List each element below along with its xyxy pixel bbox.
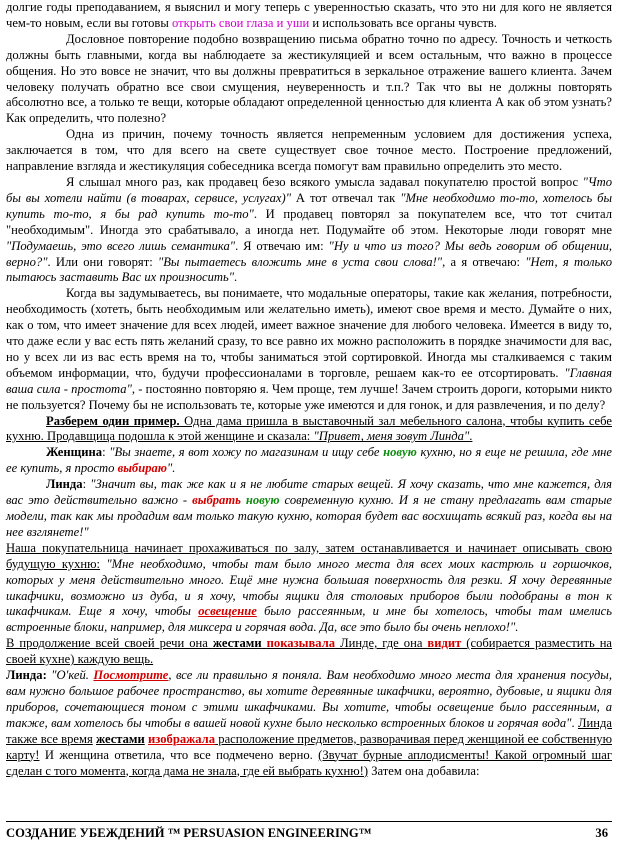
highlight-magenta: открыть свои глаза и уши — [171, 15, 310, 30]
paragraph-5: Когда вы задумываетесь, вы понимаете, что модальные операторы, такие как желания, потребности, необходимость (хотеть, быть необходимым или желательно иметь), имеют свое время и место. Думайте о них, как о том, что имеет значение для всех людей, имеет важное значение для любого человека. Имеется в виду то, что даже если у вас есть пять желаний сразу, то все равно их можно расположить в порядке значимости для вас, но у всех ли из вас есть время на то, чтобы заниматься этой сортировкой. Иногда мы сталкиваемся с таким объемом информации, что, будучи профессионалами в торговле, решаем как-то ее отсортировать. "Главная ваша сила - простота", - постоянно повторяю я. Чем проще, тем лучше! Зачем строить дороги, которыми никто не пользуется? Почему бы не использовать те, которые уже имеются и для гонок, и для развлечения, и по делу? — [6, 286, 613, 412]
speaker-label: Женщина — [46, 445, 103, 460]
page-number: 36 — [595, 826, 608, 840]
quote: "Мне необходимо то-то, хотелось бы купить то-то, я бы рад купить то-то" — [6, 190, 613, 221]
quote: "Привет, меня зовут Линда" — [313, 429, 470, 444]
highlight-red: выбрать — [192, 493, 241, 508]
paragraph-4: Я слышал много раз, как продавец безо всякого умысла задавал покупателю простой вопрос "Что бы вы хотели найти (в товарах, сервисе, услугах)" А тот отвечал так "Мне необходимо то-то, хотелось бы купить то-то, я бы рад купить то-то". И продавец повторял за покупателем все, что тот считал "необходимым". Иногда это срабатывало, а иногда нет. Подумайте об этом. Некоторые люди говорят мне "Подумаешь, это всего лишь семантика". Я отвечаю им: "Ну и что из того? Мы ведь говорим об общении, верно?". Или они говорят: "Вы пытаетесь вложить мне в уста свои слова!", а я отвечаю: "Нет, я только пытаюсь заставить Вас их произносить". — [6, 174, 613, 285]
highlight-green: новую — [245, 493, 280, 508]
paragraph-3: Одна из причин, почему точность является непременным условием для достижения успеха, заключается в том, что для всего на свете существует свое точное место. Построение предложений, направление взгляда и жестикуляция собеседника всегда помогут вам правильно определить это место. — [6, 127, 612, 174]
quote: "Что бы вы хотели найти (в товарах, сервисе, услугах)" — [6, 174, 612, 205]
speaker-label: Линда — [46, 477, 83, 492]
quote: "Подумаешь, это всего лишь семантика" — [6, 238, 236, 253]
paragraph-2: Дословное повторение подобно возвращению письма обратно точно по адресу. Точность и четкость должны быть главными, когда вы наблюдаете за жестикуляцией и всем остальным, что важно в процессе общения. Но это вовсе не значит, что вы должны превратиться в зеркальное отражение вашего клиента. Зачем человеку получать обратно все свои смущения, неуверенность и т.п.? Так что вы не должны повторять абсолютно все, а только те вещи, которые обладают определенной ценностью для клиента А как об этом узнать? Как определить, что полезно? — [6, 31, 612, 126]
paragraph-10: В продолжение всей своей речи она жестами показывала Линде, где она видит (собирается разместить на своей кухне) каждую вещь. — [6, 636, 613, 667]
footer-title: СОЗДАНИЕ УБЕЖДЕНИЙ ™ PERSUASION ENGINEERING™ — [6, 826, 372, 840]
document-page — [6, 0, 612, 779]
quote: "Нет, я только пытаюсь заставить Вас их произносить" — [6, 254, 612, 285]
highlight-green: новую — [383, 445, 417, 460]
example-heading: Разберем один пример. — [46, 413, 180, 428]
quote: "Ну и что из того? Мы ведь говорим об общении, верно?" — [6, 238, 613, 269]
highlight-red: Посмотрите — [93, 668, 169, 683]
footer-divider — [6, 821, 612, 822]
paragraph-1: долгие годы преподаванием, я выяснил и могу теперь с уверенностью сказать, что это ни для кого не является чем-то новым, если вы готовы открыть свои глаза и уши и использовать все органы чувств. — [6, 0, 612, 30]
quote: "Вы пытаетесь вложить мне в уста свои слова!" — [157, 254, 443, 269]
paragraph-7: Женщина: "Вы знаете, я вот хожу по магазинам и ищу себе новую кухню, но я еще не решила, где мне ее купить, я просто выбираю". — [6, 445, 612, 476]
highlight-red: показывала — [266, 636, 336, 651]
paragraph-8: Линда: "Значит вы, так же как и я не любите старых вещей. Я хочу сказать, что мне кажется, для вас это действительно важно - выбрать новую современную кухню. И я не стану предлагать вам старые модели, так как мы продадим вам только такую кухню, которая будет вас восхищать всякий раз, когда вы на нее взглянете!" — [6, 477, 613, 539]
highlight-red: изображала — [148, 731, 216, 746]
speaker-label: Линда: — [6, 668, 47, 683]
highlight-red: выбираю — [117, 461, 168, 476]
highlight-red: видит — [427, 636, 462, 651]
quote: "Главная ваша сила - простота" — [6, 365, 612, 396]
paragraph-11: Линда: "О'кей. Посмотрите, все ли правильно я поняла. Вам необходимо много места для хранения посуды, вам нужно большое рабочее пространство, вы хотите деревянные шкафчики, вероятно, дубовые, и ящики для приборов, сочетающиеся тоном с этими шкафчиками. Вы хотите, чтобы освещение было рассеянным, а также, вам хотелось бы чтобы в вашей новой кухне было несколько встроенных блоков и горячая вода". Линда также все время жестами изображала расположение предметов, разворачивая перед женщиной ее собственную карту! И женщина ответила, что все подмечено верно. (Звучат бурные аплодисменты! Какой огромный шаг сделан с того момента, когда дама не знала, где ей выбрать кухню!) Затем она добавила: — [6, 668, 613, 778]
highlight-red: освещение — [198, 604, 257, 619]
paragraph-6: Разберем один пример. Одна дама пришла в выставочный зал мебельного салона, чтобы купить себе кухню. Продавщица подошла к этой женщине и сказала: "Привет, меня зовут Линда". — [6, 413, 612, 444]
paragraph-9: Наша покупательница начинает прохаживаться по залу, затем останавливается и начинает описывать свою будущую кухню: "Мне необходимо, чтобы там было много места для всех моих кастрюль и горшочков, которых у меня действительно много. Ещё мне нужна большая поверхность для резки. Я хочу деревянные шкафчики, возможно из дуба, и я хочу, чтобы ящики для столовых приборов были подобраны в тон к шкафчикам. Еще я хочу, чтобы освещение было рассеянным, и мне бы хотелось, чтобы там имелись встроенные блоки, например, для миксера и горячая вода. Да, все это было бы очень неплохо!". — [6, 540, 613, 635]
page-footer — [6, 826, 612, 844]
